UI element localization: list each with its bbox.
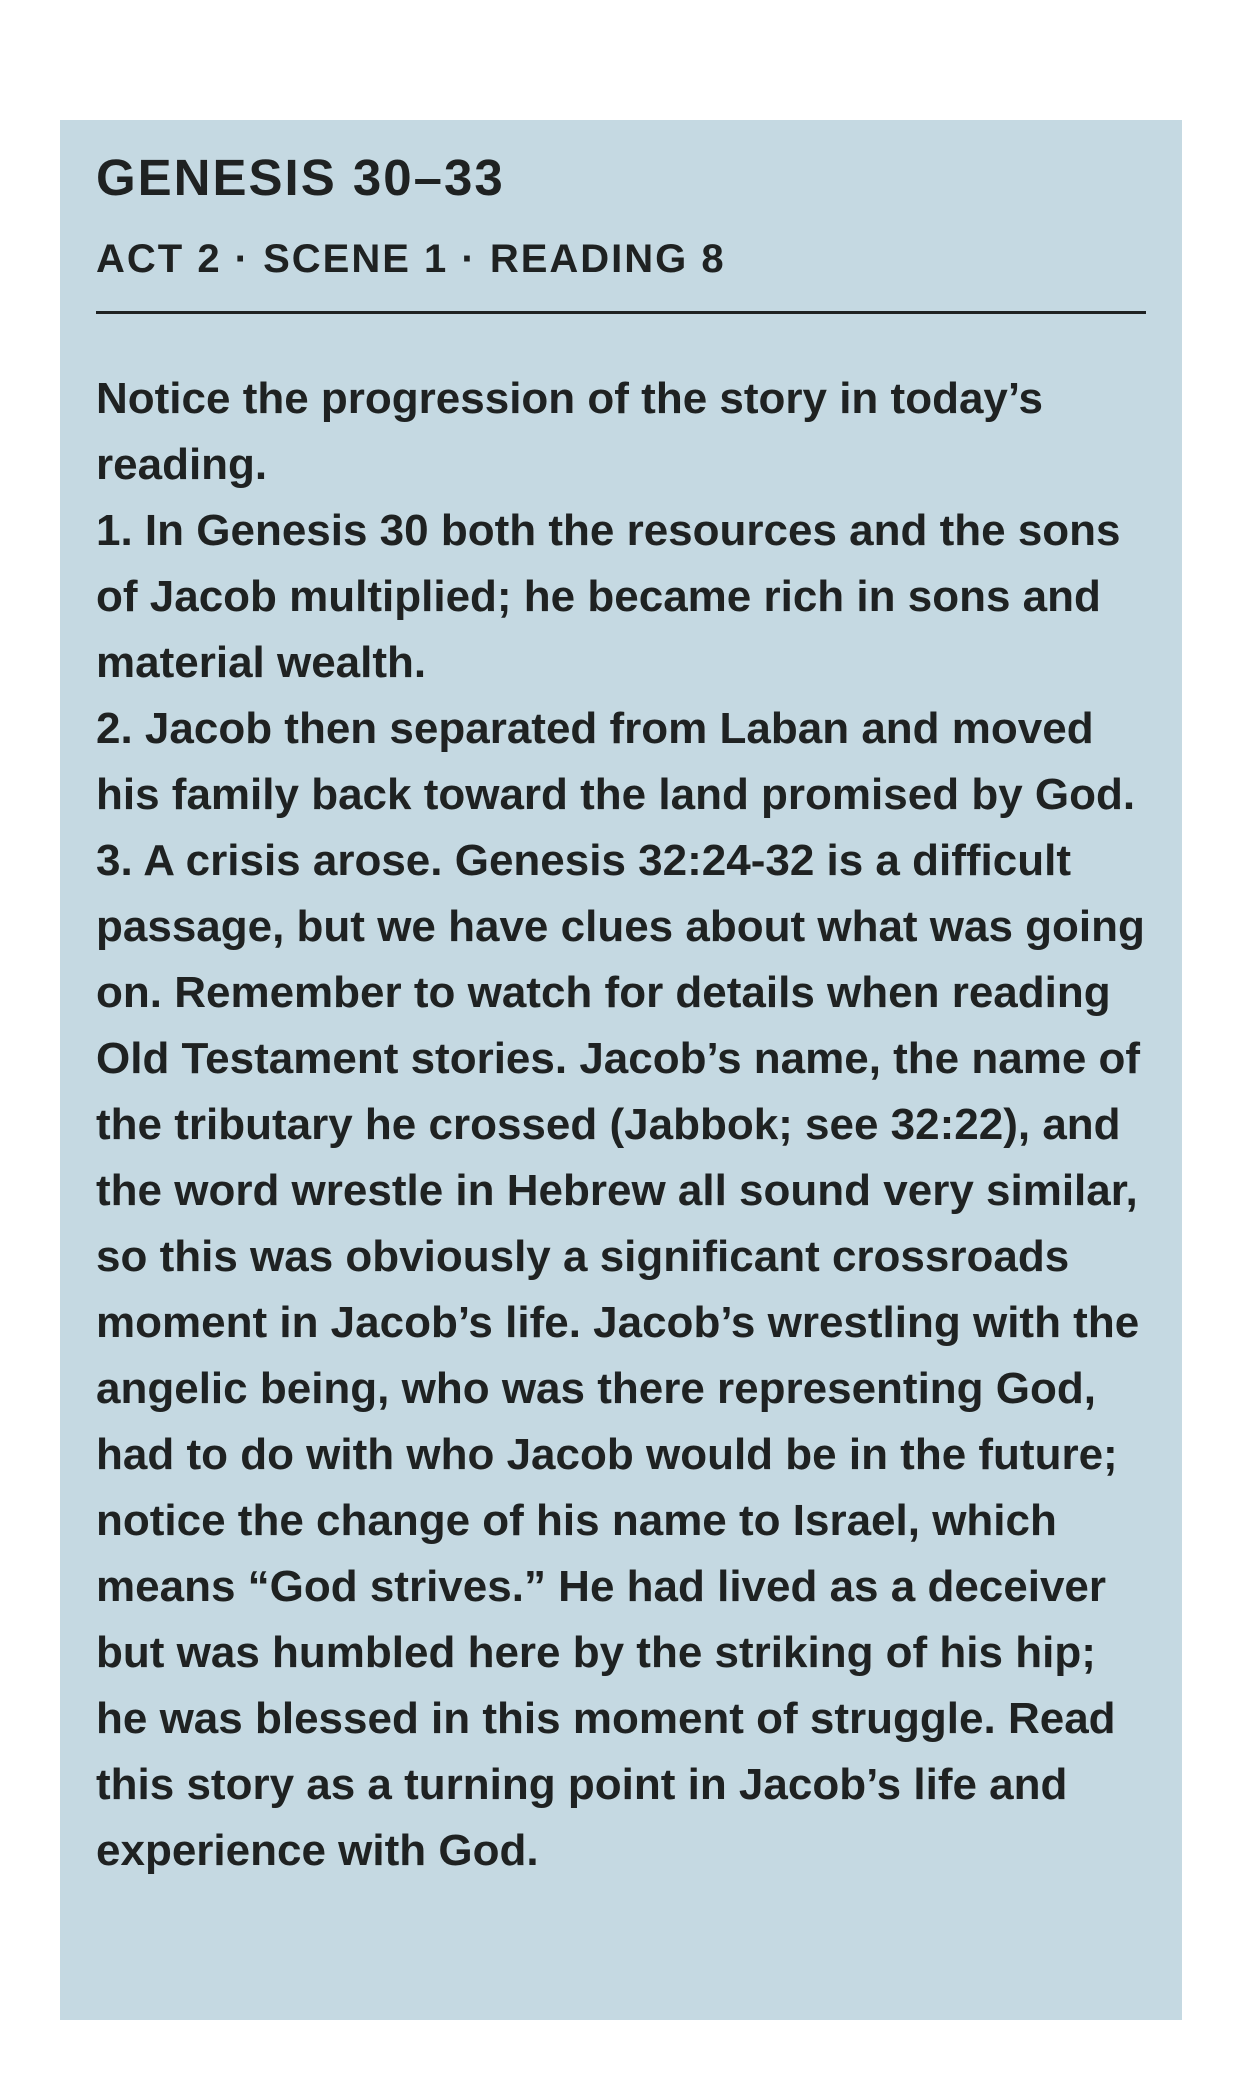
reading-subtitle: ACT 2 · SCENE 1 · READING 8 [96, 237, 726, 281]
reading-sidebar-box [60, 120, 1182, 2020]
point-2-paragraph: 2. Jacob then separated from Laban and moved his family back toward the land promised by God. [96, 704, 1136, 819]
reading-title: GENESIS 30–33 [96, 149, 505, 206]
title-divider [96, 311, 1146, 314]
intro-paragraph: Notice the progression of the story in today’s reading. [96, 374, 1043, 489]
point-1-paragraph: 1. In Genesis 30 both the resources and the sons of Jacob multiplied; he became rich in sons and material wealth. [96, 506, 1121, 687]
point-3-paragraph: 3. A crisis arose. Genesis 32:24-32 is a difficult passage, but we have clues about what was going on. Remember to watch for details when reading Old Testament stories. Jacob’s name, the name of the tributary he crossed (Jabbok; see 32:22), and the word wrestle in Hebrew all sound very similar, so this was obviously a significant crossroads moment in Jacob’s life. Jacob’s wrestling with the angelic being, who was there representing God, had to do with who Jacob would be in the future; notice the change of his name to Israel, which means “God strives.” He had lived as a deceiver but was humbled here by the striking of his hip; he was blessed in this moment of struggle. Read this story as a turning point in Jacob’s life and experience with God. [96, 836, 1145, 1875]
reading-body [96, 366, 1152, 1884]
